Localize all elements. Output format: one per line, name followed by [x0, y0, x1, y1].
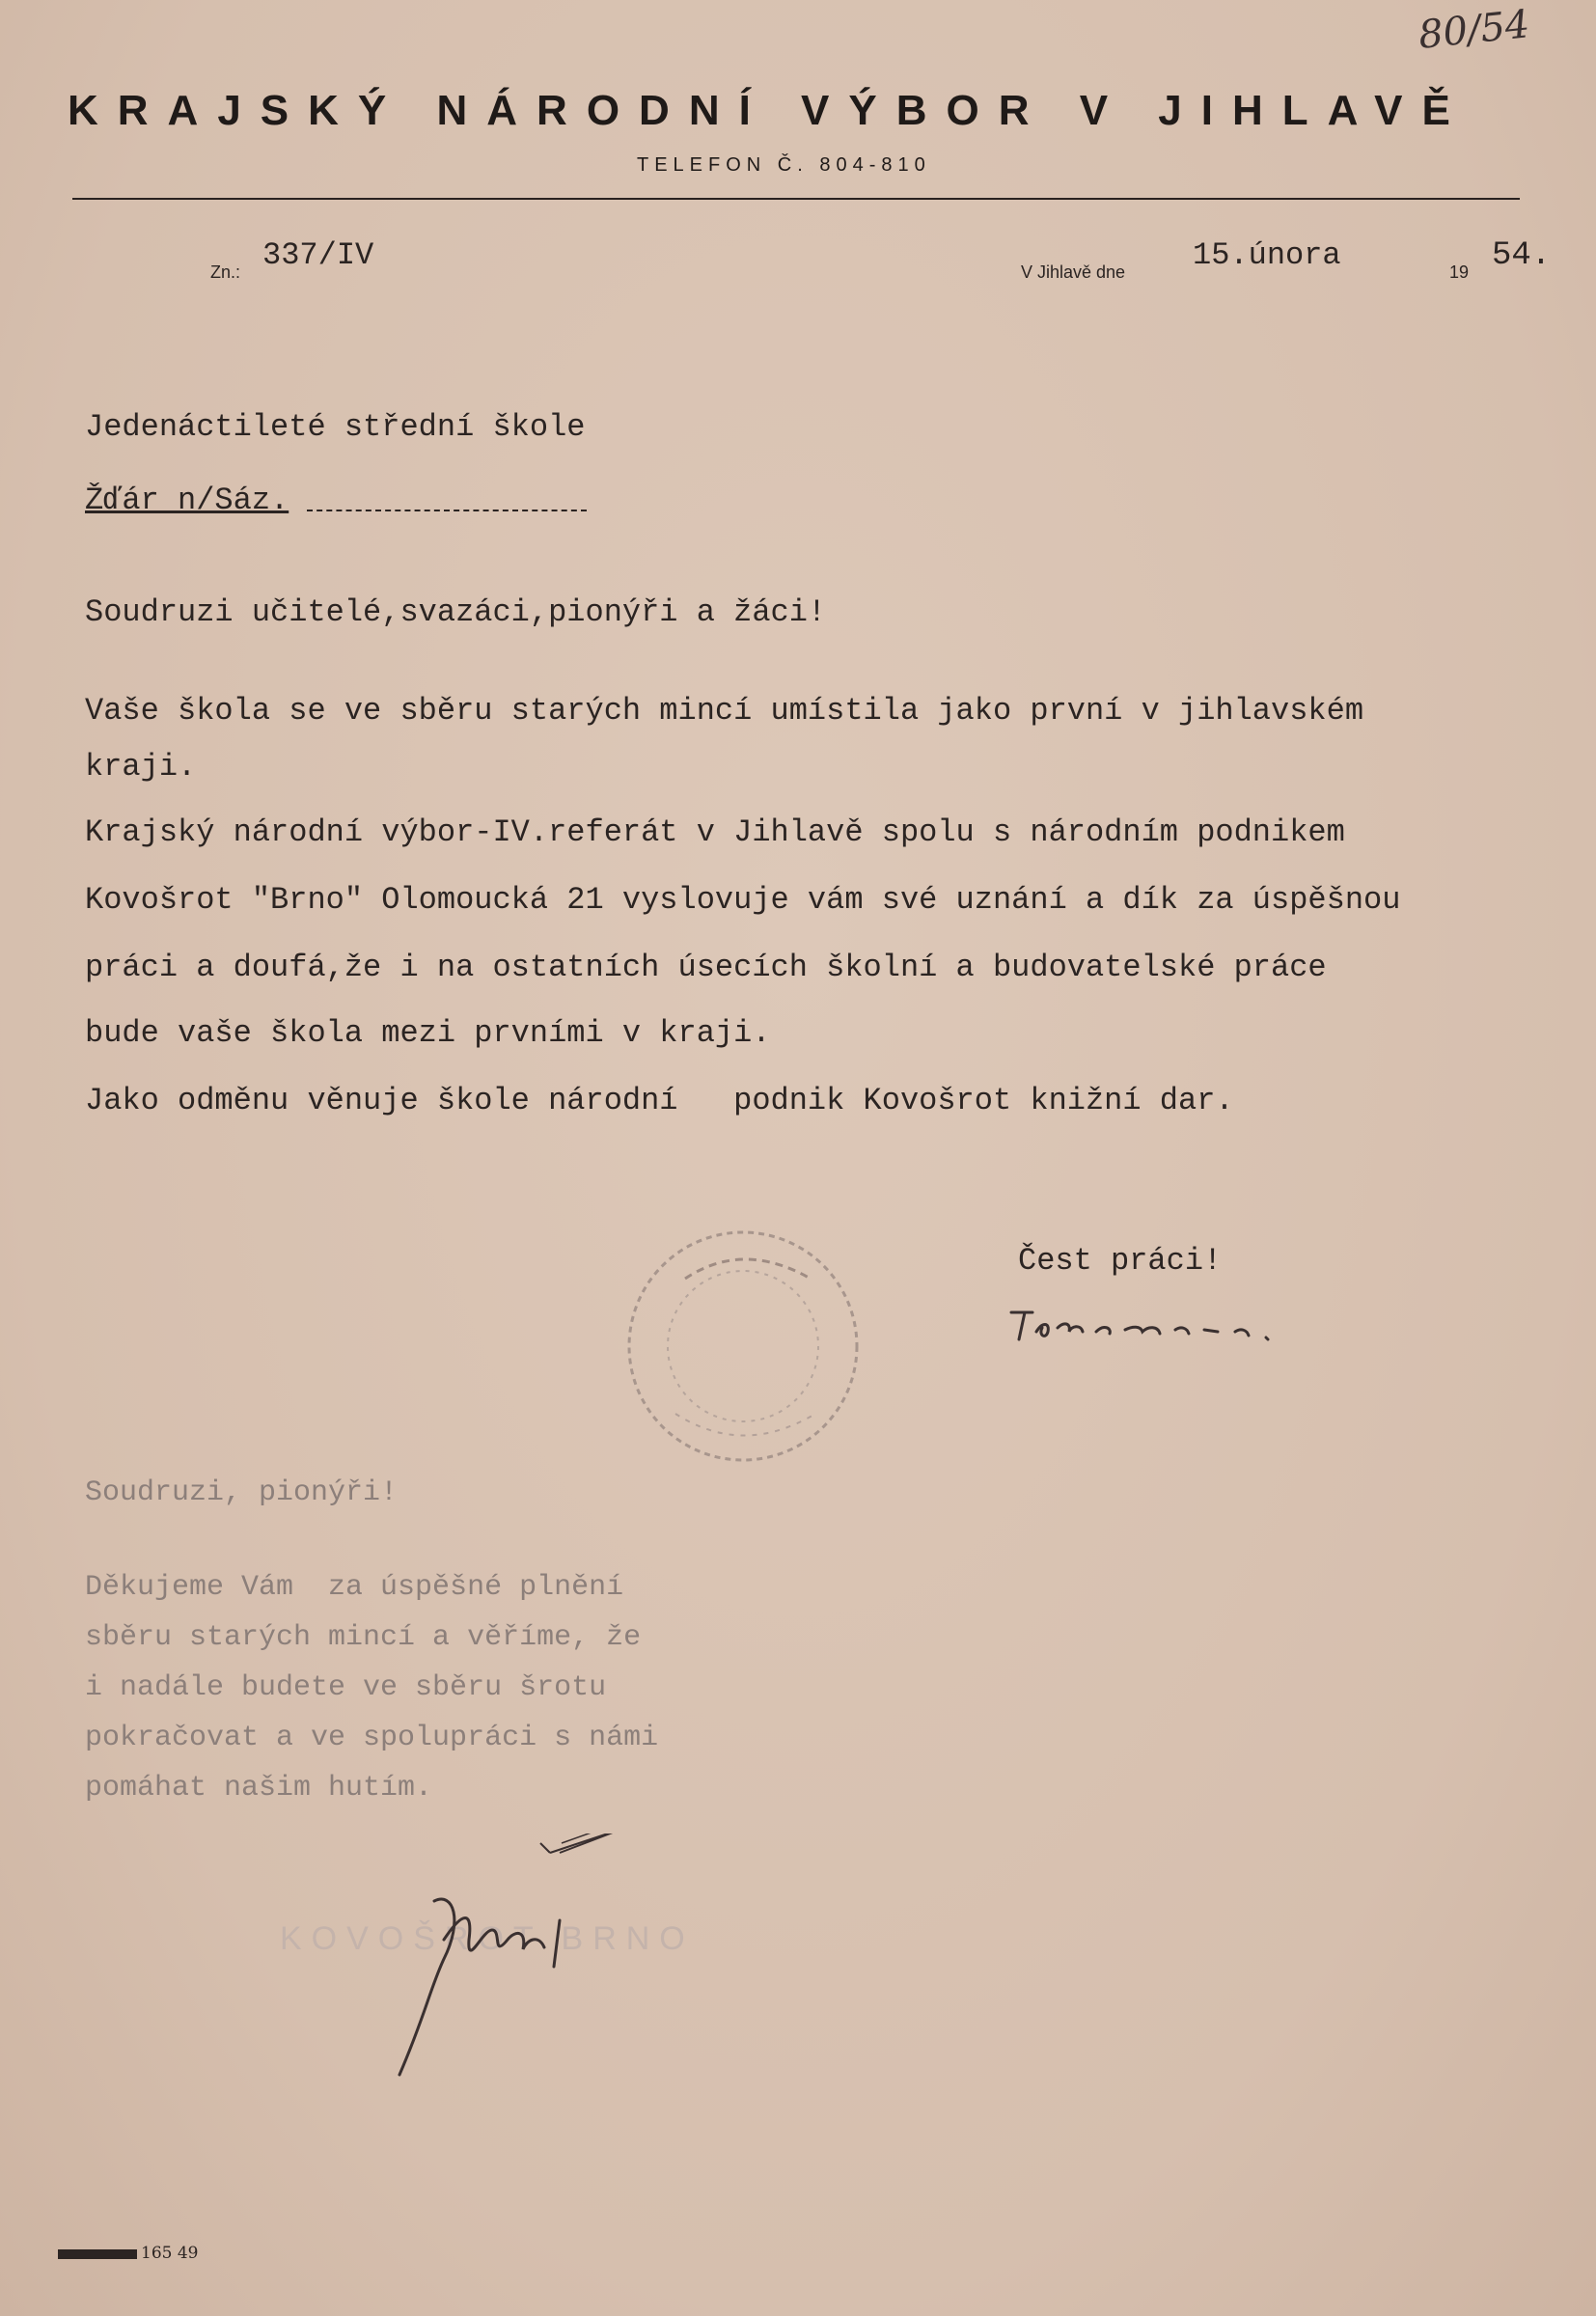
second-message-line: pokračovat a ve spolupráci s námi	[85, 1722, 659, 1754]
body-line: Vaše škola se ve sběru starých mincí umístila jako první v jihlavském	[85, 693, 1364, 729]
addressee-line-2: Žďár n/Sáz.	[85, 482, 289, 518]
official-round-stamp	[618, 1221, 868, 1472]
addressee-underline	[307, 510, 587, 511]
body-line: kraji.	[85, 749, 197, 785]
second-message-line: sběru starých mincí a věříme, že	[85, 1621, 642, 1654]
place-date-label: V Jihlavě dne	[1021, 262, 1126, 282]
print-code	[58, 2244, 198, 2263]
body-line: Krajský národní výbor-IV.referát v Jihlavě spolu s národním podnikem	[85, 814, 1345, 850]
salutation: Soudruzi učitelé,svazáci,pionýři a žáci!	[85, 594, 827, 630]
header-divider	[72, 198, 1520, 200]
addressee-line-1: Jedenáctileté střední škole	[85, 409, 586, 445]
print-code-bar	[58, 2249, 137, 2259]
letterhead-phone: TELEFON Č. 804-810	[637, 154, 931, 176]
date-day-month: 15.února	[1193, 237, 1341, 273]
signature-official	[1004, 1293, 1312, 1351]
date-year-prefix: 19	[1449, 262, 1470, 282]
body-line: práci a doufá,že i na ostatních úsecích školní a budovatelské práce	[85, 950, 1327, 985]
reference-label: Zn.:	[210, 262, 241, 282]
body-line: bude vaše škola mezi prvními v kraji.	[85, 1015, 771, 1051]
second-message-line: Děkujeme Vám za úspěšné plnění	[85, 1571, 624, 1604]
second-message-line: pomáhat našim hutím.	[85, 1772, 433, 1805]
second-message-line: i nadále budete ve sběru šrotu	[85, 1671, 607, 1704]
body-line: Kovošrot "Brno" Olomoucká 21 vyslovuje vám své uznání a dík za úspěšnou	[85, 882, 1401, 918]
company-stamp-text: KOVOŠROT BRNO	[280, 1920, 695, 1957]
archive-number: 80/54	[1416, 2, 1532, 58]
closing-phrase: Čest práci!	[1018, 1243, 1223, 1279]
print-code-number: 165 49	[141, 2244, 199, 2263]
body-line: Jako odměnu věnuje škole národní podnik Kovošrot knižní dar.	[85, 1083, 1234, 1118]
date-year-suffix: 54.	[1492, 237, 1552, 274]
letterhead-title: KRAJSKÝ NÁRODNÍ VÝBOR V JIHLAVĚ	[68, 87, 1470, 134]
reference-number: 337/IV	[262, 237, 374, 273]
signature-company	[338, 1834, 743, 2084]
second-salutation: Soudruzi, pionýři!	[85, 1476, 399, 1509]
